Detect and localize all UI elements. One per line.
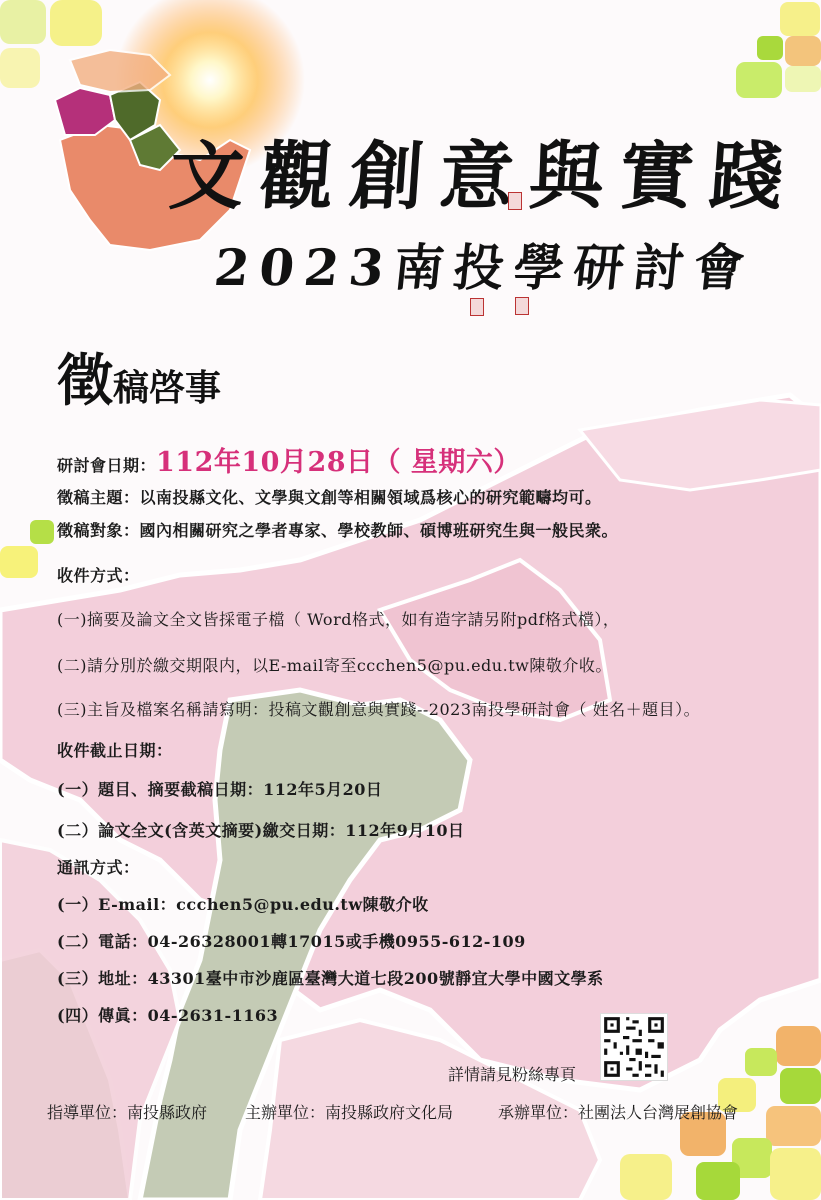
seal-stamp <box>470 298 484 316</box>
deadline-heading: 收件截止日期： <box>57 741 173 760</box>
square-tile <box>785 36 821 66</box>
audience-label: 徵稿對象： <box>57 521 140 540</box>
theme-label: 徵稿主題： <box>57 488 140 507</box>
theme-value: 以南投縣文化、文學與文創等相關領域爲核心的研究範疇均可。 <box>139 488 602 507</box>
heading-rest: 稿啓事 <box>113 367 222 409</box>
square-tile <box>776 1026 821 1066</box>
square-tile <box>766 1106 821 1146</box>
seal-stamp <box>515 297 529 315</box>
square-tile <box>0 0 46 44</box>
square-tile <box>780 2 820 36</box>
contact-item-fax: (四）傳眞：04-2631-1163 <box>57 1006 279 1025</box>
theme-row <box>57 485 602 508</box>
fanpage-note: 詳情請見粉絲專頁 <box>448 1065 577 1084</box>
logo-magenta-region <box>55 88 115 135</box>
square-tile <box>30 520 54 544</box>
square-tile <box>620 1154 672 1200</box>
seal-stamp <box>508 192 522 210</box>
contact-item-email: (一）E-mail：ccchen5@pu.edu.tw陳敬介收 <box>57 895 429 914</box>
poster-title: 文觀創意與實踐 <box>166 134 803 220</box>
square-tile <box>757 36 783 60</box>
contact-heading: 通訊方式： <box>57 858 140 877</box>
submission-item: (三)主旨及檔案名稱請寫明：投稿文觀創意與實踐--2023南投學研討會（ 姓名＋題目）。 <box>57 700 701 719</box>
poster-subtitle: 2023南投學研討會 <box>211 238 757 297</box>
qr-code[interactable] <box>600 1013 668 1081</box>
square-tile <box>736 62 782 98</box>
conference-date-label: 研討會日期： <box>57 456 157 475</box>
conference-date-value: 112年10月28日（ 星期六） <box>156 447 521 478</box>
call-for-papers-heading <box>57 337 221 417</box>
deadline-item: (一）題目、摘要截稿日期：112年5月20日 <box>57 780 383 799</box>
audience-row <box>57 518 618 541</box>
footer-guidance: 指導單位：南投縣政府 <box>47 1103 208 1122</box>
heading-first-char: 徵 <box>57 348 113 414</box>
contact-item-phone: (二）電話：04-26328001轉17015或手機0955-612-109 <box>57 932 526 951</box>
conference-date-row <box>57 440 521 479</box>
contact-item-address: (三）地址：43301臺中市沙鹿區臺灣大道七段200號靜宜大學中國文學系 <box>57 969 604 988</box>
square-tile <box>745 1048 777 1076</box>
square-tile <box>780 1068 821 1104</box>
footer-executor: 承辦單位：社團法人台灣展創協會 <box>498 1103 739 1122</box>
square-tile <box>785 66 821 92</box>
square-tile <box>0 48 40 88</box>
submission-item: (二)請分別於繳交期限内，以E-mail寄至ccchen5@pu.edu.tw陳敬介收。 <box>57 656 612 675</box>
footer-organizer: 主辦單位：南投縣政府文化局 <box>245 1103 454 1122</box>
submission-heading: 收件方式： <box>57 566 140 585</box>
square-tile <box>770 1148 821 1200</box>
deadline-item: (二）論文全文(含英文摘要)繳交日期：112年9月10日 <box>57 821 465 840</box>
light-pink-region <box>580 400 821 490</box>
square-tile <box>696 1162 740 1200</box>
submission-item: (一)摘要及論文全文皆採電子檔（ Word格式，如有造字請另附pdf格式檔）， <box>57 610 620 629</box>
square-tile <box>50 0 102 46</box>
square-tile <box>0 546 38 578</box>
audience-value: 國內相關研究之學者專家、學校教師、碩博班研究生與一般民衆。 <box>139 521 619 540</box>
